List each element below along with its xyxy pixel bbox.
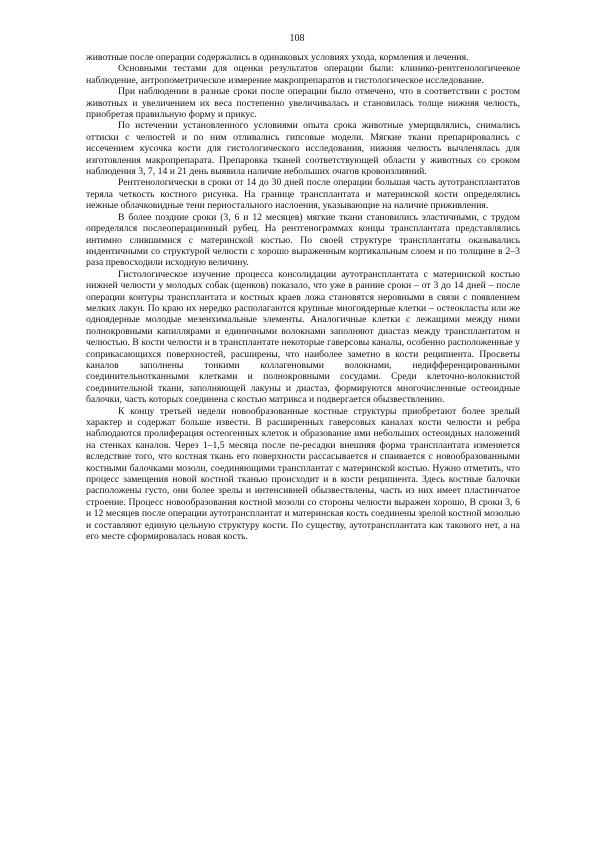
paragraph-third-week: К концу третьей недели новообразованные костные структуры приобретают более зрелый характер и содержат больше извести. В расширенных гаверсовых каналах кости челюсти и ребра наблюдаются пролиферация остеогенных клеток и образование ими небольших остеоидных наложений на стенках каналов. Через 1–1,5 месяца после пе-ресадки внешняя форма трансплантата изменяется вследствие того, что костная ткань его поверхности рассасывается и спаивается с новообразованными костными балочками мозоли, соединяющими трансплантат с материнской костью. Нужно отметить, что процесс замещения новой костной тканью происходит и в кости реципиента. Здесь костные балочки расположены густо, они более зрелы и интенсивней обызвествлены, часть из них имеет пластинчатое строение. Процесс новообразования костной мозоли со стороны челюсти выражен хорошо, В сроки 3, 6 и 12 месяцев после операции аутотрансплантат и материнская кость соединены зрелой костной мозолью и составляют единую цельную структуру кости. По существу, аутотрансплантата как такового нет, а на его месте сформировалась новая кость.	[86, 405, 520, 543]
page-number: 108	[289, 33, 305, 44]
paragraph-specimens: По истечении установленного условиями опыта срока животные умерщвлялись, снимались оттиски с челюстей и по ним отливались гипсовые модели. Мягкие ткани препарировались с иссечением кусочка кости для гистологического исследования, нижняя челюсть вычленялась для изготовления макропрепарата. Препаровка тканей соответствующей области у животных со сроком наблюдения 3, 7, 14 и 21 день выявила наличие небольших очагов кровоизлияний.	[86, 120, 520, 178]
paragraph-radiology-early: Рентгенологически в сроки от 14 до 30 дней после операции большая часть аутотрансплантатов теряла четкость костного рисунка. На границе трансплантата и материнской кости определялись нежные облачковидные тени периостального наслоения, указывающие на наличие приживления.	[86, 177, 520, 212]
paragraph-observation: При наблюдении в разные сроки после операции было отмечено, что в соответствии с ростом животных и увеличением их веса постепенно увеличивалась и становилась толще нижняя челюсть, приобретая правильную форму и прикус.	[86, 86, 520, 121]
paragraph-histology: Гистологическое изучение процесса консолидации аутотрансплантата с материнской костью нижней челюсти у молодых собак (щенков) показало, что уже в ранние сроки – от 3 до 14 дней – после операции контуры трансплантата и костных краев ложа становятся неровными в связи с появлением мелких лакун. По краю их нередко располагаются крупные многоядерные клетки – остеокласты или же одноядерные молодые мезенхимальные элементы. Аналогичные клетки с лежащими между ними полнокровными капиллярами и единичными волокнами заполняют диастаз между трансплантатом и челюстью. В кости челюсти и в трансплантате некоторые гаверсовы каналы, особенно расположенные у соприкасающихся поверхностей, расширены, что наиболее заметно в кости реципиента. Просветы каналов заполнены тонкими коллагеновыми волокнами, недифференцированными соединительнотканными клетками и полнокровными сосудами. Среди клеточно-волокнистой соединительной ткани, заполняющей лакуны и диастаз, формируются многочисленные остеоидные балочки, часть которых соединена с костью матрикса и подвергается обызвествлению.	[86, 268, 520, 406]
paragraph-radiology-late: В более поздние сроки (3, 6 и 12 месяцев) мягкие ткани становились эластичными, с трудом определялся послеоперационный рубец. На рентгенограммах концы трансплантата представлялись интимно слившимися с материнской костью. По своей структуре трансплантаты оказывались индентичными со структурой челюсти с хорошо выраженным кортикальным слоем и по толщине в 2–3 раза превосходили исходную величину.	[86, 211, 520, 269]
paragraph-test-methods: Основными тестами для оценки результатов операции были: клинико-рентгенологичеекое наблюдение, антропометрическое измерение макропрепаратов и гистологическое исследование.	[86, 63, 520, 86]
paragraph-continued: животные после операции содержались в одинаковых условиях ухода, кормления и лечения.	[86, 52, 469, 63]
body-text	[86, 52, 520, 542]
